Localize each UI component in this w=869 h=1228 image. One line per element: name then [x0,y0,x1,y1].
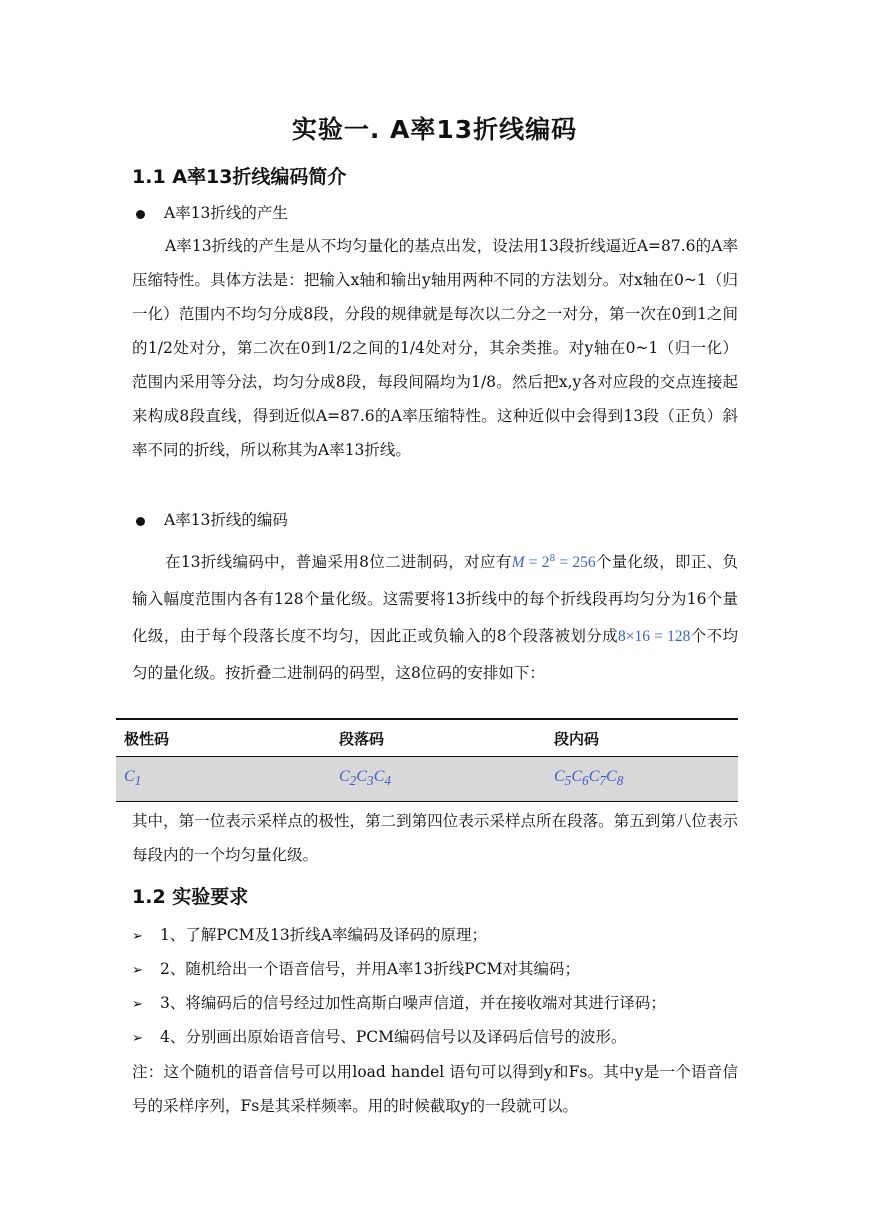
list-item: ➢ 3、将编码后的信号经过加性高斯白噪声信道，并在接收端对其进行译码； [132,993,666,1015]
list-item: ➢ 4、分别画出原始语音信号、PCM编码信号以及译码后信号的波形。 [132,1027,627,1049]
bullet-dot-icon [136,517,145,526]
bullet-dot-icon [136,210,145,219]
section-1-heading: 1.1 A率13折线编码简介 [132,166,347,188]
table-header-polarity: 极性码 [116,719,331,757]
code-arrangement-table [116,718,738,802]
note-paragraph: 注：这个随机的语音信号可以用load handel 语句可以得到y和Fs。其中y是一个语音信号的采样序列，Fs是其采样频率。用的时候截取y的一段就可以。 [132,1063,738,1115]
table-cell-segment-code: $C_2C_3C_4$ [331,757,546,802]
table-cell-polarity-code: $C_1$ [116,757,331,802]
page-title: 实验一. A率13折线编码 [291,115,578,144]
bullet-item-1: A率13折线的产生 [132,203,288,223]
math-M: M [511,554,525,572]
list-item: ➢ 2、随机给出一个语音信号，并用A率13折线PCM对其编码； [132,959,580,981]
table-cell-intra-code: $C_5C_6C_7C_8$ [546,757,738,802]
math-product: 8×16 = 128 [617,628,691,646]
paragraph-encoding: 在13折线编码中，普遍采用8位二进制码，对应有$M = 2^8 = 256$个量化级，即正、负输入幅度范围内各有128个量化级。这需要将13折线中的每个折线段再均匀分为16个量化级，由于每个段落长度不均匀，因此正或负输入的8个段落被划分成8×16 = 128个不均匀的量化级。按折叠二进制码的码型，这8位码的安排如下： [132,553,738,683]
arrowhead-icon: ➢ [132,929,143,944]
bullet-item-2: A率13折线的编码 [132,510,288,530]
table-row [116,757,738,802]
list-item: ➢ 1、了解PCM及13折线A率编码及译码的原理； [132,925,487,947]
table-header-intra-segment: 段内码 [546,719,738,757]
paragraph-code-meaning: 其中，第一位表示采样点的极性，第二到第四位表示采样点所在段落。第五到第八位表示每段内的一个均匀量化级。 [132,812,738,864]
arrowhead-icon: ➢ [132,1031,143,1046]
table-header-row [116,719,738,757]
paragraph-generation: A率13折线的产生是从不均匀量化的基点出发，设法用13段折线逼近A=87.6的A率压缩特性。具体方法是：把输入x轴和输出y轴用两种不同的方法划分。对x轴在0~1（归一化）范围内不均匀分成8段，分段的规律就是每次以二分之一对分，第一次在0到1之间的1/2处对分，第二次在0到1/2之间的1/4处对分，其余类推。对y轴在0~1（归一化）范围内采用等分法，均匀分成8段，每段间隔均为1/8。然后把x,y各对应段的交点连接起来构成8段直线，得到近似A=87.6的A率压缩特性。这种近似中会得到13段（正负）斜率不同的折线，所以称其为A率13折线。 [132,237,738,459]
table-header-segment: 段落码 [331,719,546,757]
section-2-heading: 1.2 实验要求 [132,886,249,908]
arrowhead-icon: ➢ [132,963,143,978]
arrowhead-icon: ➢ [132,997,143,1012]
